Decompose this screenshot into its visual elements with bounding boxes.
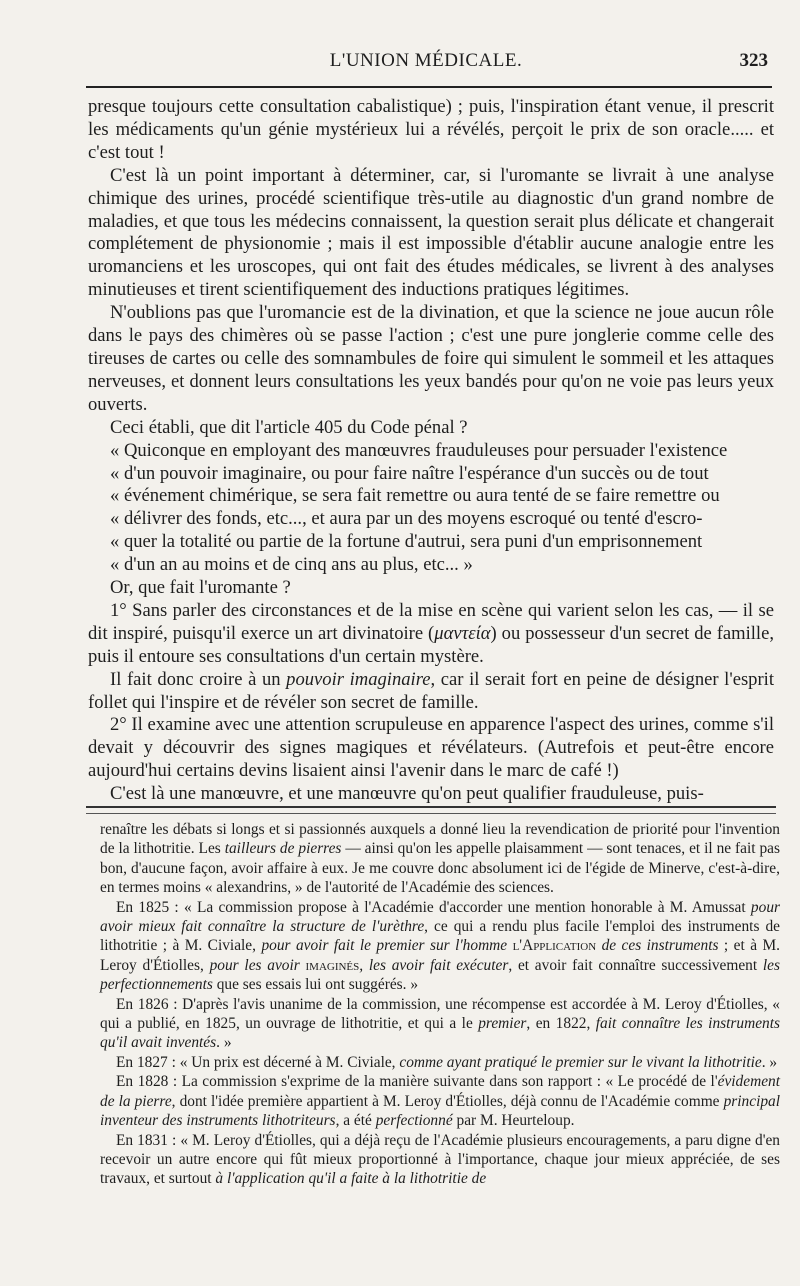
page-header	[84, 48, 768, 74]
footnote-paragraph: En 1825 : « La commission propose à l'Académie d'accorder une mention honorable à M. Amussat pour avoir mieux fait connaître la structure de l'urèthre, ce qui a rendu plus facile l'emploi des instruments de lithotritie ; à M. Civiale, pour avoir fait le premier sur l'homme l'Application de ces instruments ; et à M. Leroy d'Étiolles, pour les avoir imaginés, les avoir fait exécuter, et avoir fait connaître successivement les perfectionnements que ses essais lui ont suggérés. »	[100, 898, 781, 994]
greek-word: μαντεία	[434, 622, 491, 644]
paragraph: 2° Il examine avec une attention scrupuleuse en apparence l'aspect des urines, comme s'il devait y découvrir des signes magiques et révélateurs. (Autrefois et peut-être encore aujourd'hui certains devins lisaient ainsi l'avenir dans le marc de café !)	[88, 714, 774, 782]
footnote-paragraph: En 1831 : « M. Leroy d'Étiolles, qui a déjà reçu de l'Académie plusieurs encouragements, a paru digne d'en recevoir un autre encore qui fût mieux proportionné à l'importance, chaque jour mieux appréciée, de ses travaux, et surtout à l'application qu'il a faite à la lithotritie de	[100, 1131, 780, 1188]
footnote-paragraph: En 1827 : « Un prix est décerné à M. Civiale, comme ayant pratiqué le premier sur le vivant la lithotritie. »	[116, 1053, 778, 1071]
footnotes	[100, 820, 780, 1189]
header-rule	[86, 86, 772, 88]
quote-line: « Quiconque en employant des manœuvres frauduleuses pour persuader l'existence	[110, 439, 728, 461]
paragraph: C'est là un point important à déterminer, car, si l'uromante se livrait à une analyse chimique des urines, procédé scientifique très-utile au diagnostic d'un grand nombre de maladies, et que tous les médecins connaissent, la question serait plus délicate et changerait complétement de physionomie ; mais il est impossible d'établir aucune analogie entre les uromanciens et les uroscopes, qui ont fait des études médicales, se livrent à des analyses minutieuses et tirent scientifiquement des inductions pratiques légitimes.	[88, 164, 774, 301]
paragraph: N'oublions pas que l'uromancie est de la divination, et que la science ne joue aucun rôle dans le pays des chimères où se passe l'action ; c'est une pure jonglerie comme celle des tireuses de cartes ou celle des somnambules de foire qui simulent le sommeil et les attaques nerveuses, et donnent leurs consultations les yeux bandés pour qu'on ne voie pas leurs yeux ouverts.	[88, 302, 774, 415]
paragraph: Ceci établi, que dit l'article 405 du Code pénal ?	[110, 416, 468, 438]
quote-line: « quer la totalité ou partie de la fortune d'autrui, sera puni d'un emprisonnement	[110, 531, 703, 553]
footnote-paragraph: renaître les débats si longs et si passionnés auxquels a donné lieu la revendication de priorité pour l'invention de la lithotritie. Les tailleurs de pierres — ainsi qu'on les appelle plaisamment — sont tenaces, et il ne fait pas bon, d'aucune façon, avoir affaire à eux. Je me couvre donc absolument ici de l'égide de Minerve, c'est-à-dire, en termes moins « alexandrins, » de l'autorité de l'Académie des sciences.	[100, 821, 780, 897]
running-title: L'UNION MÉDICALE.	[329, 50, 523, 71]
quote-line: « délivrer des fonds, etc..., et aura par un des moyens escroqué ou tenté d'escro-	[110, 508, 703, 530]
paragraph: Il fait donc croire à un pouvoir imaginaire, car il serait fort en peine de désigner l'esprit follet qui l'inspire et de révéler son secret de famille.	[88, 668, 775, 713]
page-number: 323	[739, 50, 768, 71]
footnote-rule	[86, 806, 776, 814]
footnote-paragraph: En 1826 : D'après l'avis unanime de la commission, une récompense est accordée à M. Leroy d'Étiolles, « qui a publié, en 1825, un ouvrage de lithotritie, et qui a le premier, en 1822, fait connaître les instruments qu'il avait inventés. »	[100, 995, 780, 1052]
paragraph: presque toujours cette consultation cabalistique) ; puis, l'inspiration étant venue, il prescrit les médicaments qu'un génie mystérieux lui a révélés, perçoit le prix de son oracle..... et c'est tout !	[88, 96, 774, 163]
main-text	[88, 96, 774, 806]
paragraph: Or, que fait l'uromante ?	[110, 577, 291, 599]
quote-line: « d'un an au moins et de cinq ans au plus, etc... »	[110, 554, 473, 576]
paragraph: 1° Sans parler des circonstances et de la mise en scène qui varient selon les cas, — il se dit inspiré, puisqu'il exerce un art divinatoire (μαντεία) ou possesseur d'un secret de famille, puis il entoure ses consultations d'un certain mystère.	[88, 599, 774, 667]
quote-line: « événement chimérique, se sera fait remettre ou aura tenté de se faire remettre ou	[110, 485, 720, 507]
paragraph: C'est là une manœuvre, et une manœuvre qu'on peut qualifier frauduleuse, puis-	[110, 783, 704, 805]
footnote-paragraph: En 1828 : La commission s'exprime de la manière suivante dans son rapport : « Le procédé de l'évidement de la pierre, dont l'idée première appartient à M. Leroy d'Étiolles, déjà connu de l'Académie comme principal inventeur des instruments lithotriteurs, a été perfectionné par M. Heurteloup.	[100, 1073, 781, 1130]
quote-line: « d'un pouvoir imaginaire, ou pour faire naître l'espérance d'un succès ou de tout	[110, 462, 709, 484]
code-penal-quote	[88, 440, 774, 577]
